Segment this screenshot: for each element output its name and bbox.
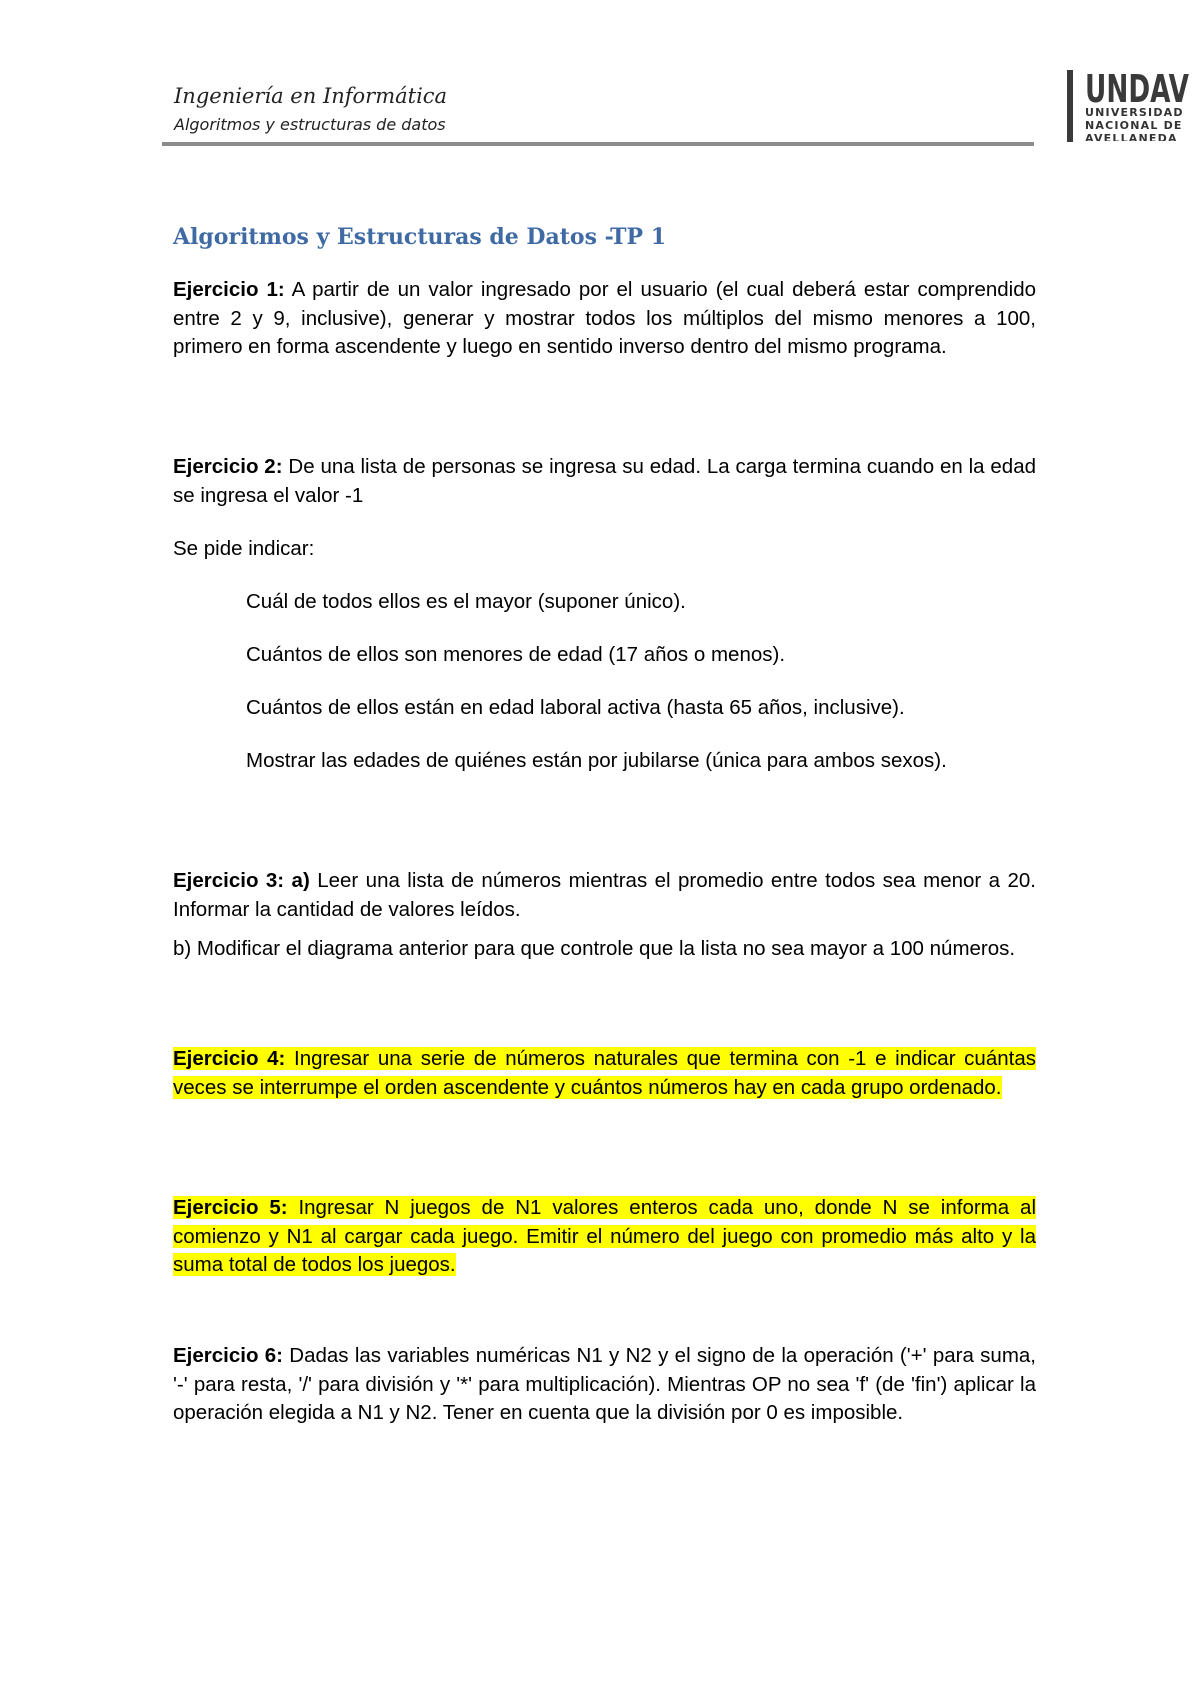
- exercise-6: [173, 1342, 1036, 1428]
- exercise-2-item-4: Mostrar las edades de quiénes están por jubilarse (única para ambos sexos).: [246, 749, 947, 772]
- logo-bar: [1067, 70, 1073, 142]
- exercise-1: [173, 276, 1036, 362]
- exercise-2-text: De una lista de personas se ingresa su edad. La carga termina cuando en la edad se ingresa el valor -1: [173, 455, 1036, 507]
- exercise-4-highlight: [173, 1047, 1036, 1099]
- exercise-5-highlight: [173, 1196, 1036, 1276]
- exercise-2-item-2: Cuántos de ellos son menores de edad (17 años o menos).: [246, 643, 786, 666]
- exercise-5-label: Ejercicio 5:: [173, 1196, 288, 1219]
- logo-mark: [1085, 70, 1197, 106]
- exercise-2-item-3: Cuántos de ellos están en edad laboral activa (hasta 65 años, inclusive).: [246, 696, 905, 719]
- exercise-2: [173, 453, 1036, 510]
- course-name: Ingeniería en Informática: [174, 84, 448, 108]
- logo-mark-text: UNDAV: [1085, 70, 1190, 106]
- logo-line-2: NACIONAL DE: [1085, 119, 1183, 132]
- page-header: [162, 70, 1190, 146]
- exercise-2-label: Ejercicio 2:: [173, 455, 283, 478]
- subject-name: Algoritmos y estructuras de datos: [174, 115, 446, 134]
- exercise-3: [173, 867, 1036, 924]
- exercise-3-text: Leer una lista de números mientras el promedio entre todos sea menor a 20. Informar la cantidad de valores leídos.: [173, 869, 1036, 921]
- exercise-2-item-1: Cuál de todos ellos es el mayor (suponer único).: [246, 590, 686, 613]
- exercise-6-label: Ejercicio 6:: [173, 1344, 283, 1367]
- exercise-5-text: Ingresar N juegos de N1 valores enteros cada uno, donde N se informa al comienzo y N1 al cargar cada juego. Emitir el número del juego con promedio más alto y la suma total de todos los juegos.: [173, 1196, 1036, 1276]
- logo-line-3: AVELLANEDA: [1085, 132, 1178, 141]
- exercise-5: [173, 1194, 1036, 1280]
- exercise-3-part-b: b) Modificar el diagrama anterior para que controle que la lista no sea mayor a 100 números.: [173, 937, 1016, 960]
- university-logo: [1067, 70, 1189, 142]
- exercise-1-label: Ejercicio 1:: [173, 278, 285, 301]
- header-rule: [162, 142, 1034, 146]
- exercise-4-text: Ingresar una serie de números naturales que termina con -1 e indicar cuántas veces se interrumpe el orden ascendente y cuántos números hay en cada grupo ordenado.: [173, 1047, 1036, 1099]
- exercise-3-label: Ejercicio 3: a): [173, 869, 310, 892]
- exercise-2-intro: Se pide indicar:: [173, 537, 315, 560]
- exercise-6-text: Dadas las variables numéricas N1 y N2 y el signo de la operación ('+' para suma, '-' para resta, '/' para división y '*' para multiplicación). Mientras OP no sea 'f' (de 'fin') aplicar la operación elegida a N1 y N2. Tener en cuenta que la división por 0 es imposible.: [173, 1344, 1036, 1424]
- document-title: Algoritmos y Estructuras de Datos -TP 1: [173, 224, 667, 250]
- exercise-4-label: Ejercicio 4:: [173, 1047, 286, 1070]
- header-text: [174, 82, 447, 138]
- logo-line-1: UNIVERSIDAD: [1085, 106, 1184, 119]
- exercise-1-text: A partir de un valor ingresado por el usuario (el cual deberá estar comprendido entre 2 y 9, inclusive), generar y mostrar todos los múltiplos del mismo menores a 100, primero en forma ascendente y luego en sentido inverso dentro del mismo programa.: [173, 278, 1037, 358]
- exercise-4: [173, 1045, 1036, 1102]
